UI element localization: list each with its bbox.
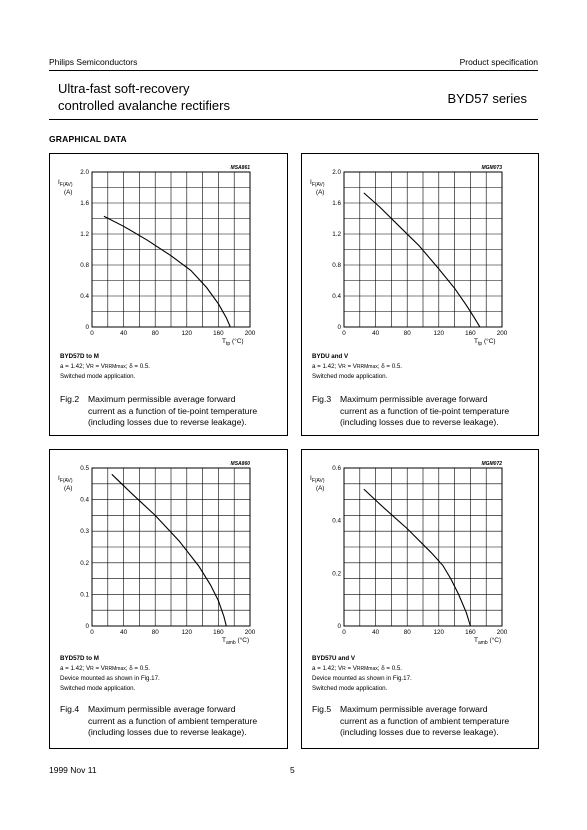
figure-number: Fig.2: [60, 394, 80, 404]
condition-text: = V: [345, 362, 357, 370]
y-tick-label: 0: [85, 623, 89, 630]
y-tick-label: 0.4: [80, 496, 89, 504]
condition-subscript: R: [342, 363, 346, 370]
figure-number: Fig.5: [312, 704, 332, 714]
condition-text: a = 1.42; V: [60, 362, 91, 370]
chart-grid: [92, 172, 250, 327]
condition-text: ; δ = 0.5.: [377, 664, 403, 672]
y-tick-label: 0: [85, 324, 89, 331]
caption-line: Maximum permissible average forward: [340, 394, 488, 404]
condition-text: = V: [93, 362, 105, 370]
figure-caption-text: [88, 394, 288, 429]
condition-note: Device mounted as shown in Fig.17.: [60, 675, 160, 682]
y-tick-label: 0.5: [80, 465, 89, 472]
condition-line: [312, 664, 412, 675]
device-range: BYDU and V: [312, 353, 349, 360]
y-tick-label: 0.4: [332, 293, 341, 300]
y-axis-label: [310, 475, 325, 484]
figure-caption-text: [340, 394, 540, 429]
title-line-1: Ultra-fast soft-recovery: [58, 81, 190, 96]
y-tick-label: 0: [337, 324, 341, 331]
chart-grid: [92, 468, 250, 626]
figure-caption-text: [340, 704, 540, 739]
condition-text: ; δ = 0.5.: [377, 362, 403, 370]
caption-line: current as a function of ambient temperature: [340, 715, 510, 726]
x-tick-label: 40: [120, 629, 128, 636]
y-axis-symbol: I: [310, 179, 312, 186]
condition-subscript: RRMmax: [104, 363, 126, 370]
y-tick-label: 1.6: [80, 200, 89, 207]
x-tick-label: 200: [244, 330, 256, 337]
y-tick-label: 2.0: [332, 169, 341, 176]
y-axis-unit: (A): [316, 189, 325, 196]
figure-conditions: [60, 654, 160, 693]
figure-caption: [312, 704, 537, 740]
x-axis-symbol: T: [474, 338, 478, 345]
y-tick-label: 1.6: [332, 200, 341, 207]
y-axis-symbol: I: [310, 475, 312, 482]
x-tick-label: 0: [90, 330, 94, 337]
condition-text: a = 1.42; V: [312, 664, 343, 672]
x-axis-unit: (°C): [230, 338, 244, 345]
document-title: [58, 80, 230, 114]
y-axis-symbol: I: [58, 475, 60, 482]
y-tick-label: 2.0: [80, 169, 89, 176]
x-axis-unit: (°C): [235, 637, 250, 644]
condition-text: ; δ = 0.5.: [125, 362, 151, 370]
x-tick-label: 40: [120, 330, 128, 337]
x-axis-subscript: amb: [225, 640, 236, 646]
x-tick-label: 160: [213, 629, 224, 636]
y-tick-label: 0.8: [332, 262, 341, 269]
x-axis-subscript: tp: [225, 341, 231, 347]
y-tick-label: 0.2: [332, 570, 341, 578]
device-range: BYD57U and V: [312, 655, 355, 662]
y-tick-label: 1.2: [80, 231, 89, 238]
chart-grid: [344, 468, 502, 626]
condition-note: Switched mode application.: [312, 373, 388, 380]
condition-text: ; δ = 0.5.: [125, 664, 151, 672]
y-axis-unit: (A): [64, 485, 73, 492]
condition-text: = V: [345, 664, 357, 672]
condition-line: [60, 664, 160, 675]
derating-curve: [112, 474, 227, 626]
x-axis-unit: (°C): [487, 637, 502, 644]
y-axis-unit: (A): [316, 485, 325, 492]
x-tick-label: 80: [403, 330, 411, 337]
x-tick-label: 120: [433, 330, 445, 337]
condition-text: = V: [93, 664, 105, 672]
x-tick-label: 160: [465, 330, 476, 337]
derating-curve: [364, 193, 480, 327]
company-name: Philips Semiconductors: [49, 57, 138, 67]
chart-svg: [50, 154, 287, 435]
device-range: BYD57D to M: [60, 655, 99, 662]
figure-conditions: [60, 352, 150, 382]
x-tick-label: 120: [181, 629, 193, 636]
y-axis-label: [58, 179, 73, 188]
x-axis-label: [474, 636, 501, 646]
derating-curve: [104, 216, 230, 327]
section-title: GRAPHICAL DATA: [49, 134, 127, 144]
x-tick-label: 40: [372, 629, 380, 636]
figure-number: Fig.3: [312, 394, 332, 404]
y-axis-symbol: I: [58, 179, 60, 186]
header-rule: [49, 70, 538, 71]
y-axis-subscript: F(AV): [311, 182, 325, 188]
footer-date: 1999 Nov 11: [49, 765, 97, 775]
caption-line: Maximum permissible average forward: [88, 394, 236, 404]
x-axis-subscript: amb: [477, 640, 488, 646]
x-axis-label: [222, 636, 249, 646]
figure-code: MSA860: [230, 461, 250, 467]
chart-svg: [302, 154, 538, 435]
device-range: BYD57D to M: [60, 353, 99, 360]
caption-line: current as a function of tie-point temperature: [88, 405, 258, 416]
figure-conditions: [312, 352, 402, 382]
condition-text: a = 1.42; V: [312, 362, 343, 370]
x-axis-label: [474, 337, 496, 347]
condition-note: Device mounted as shown in Fig.17.: [312, 675, 412, 682]
caption-line: (including losses due to reverse leakage).: [88, 727, 247, 737]
figure-caption: [60, 704, 285, 740]
x-tick-label: 0: [342, 629, 346, 636]
caption-line: (including losses due to reverse leakage).: [88, 417, 247, 427]
x-tick-label: 120: [181, 330, 193, 337]
x-tick-label: 80: [151, 330, 159, 337]
x-axis-symbol: T: [222, 637, 226, 644]
condition-note: Switched mode application.: [60, 684, 136, 692]
caption-line: (including losses due to reverse leakage).: [340, 727, 499, 737]
title-rule: [49, 119, 538, 120]
figure-code: MGM073: [481, 165, 502, 171]
figure-panel-5: [301, 449, 539, 749]
figure-caption-text: [88, 704, 288, 739]
figure-code: MGM072: [481, 461, 502, 467]
condition-subscript: R: [342, 665, 346, 672]
x-tick-label: 200: [244, 629, 256, 636]
x-tick-label: 80: [403, 629, 411, 636]
x-tick-label: 40: [372, 330, 380, 337]
y-axis-label: [58, 475, 73, 484]
caption-line: (including losses due to reverse leakage).: [340, 417, 499, 427]
x-axis-symbol: T: [474, 637, 478, 644]
document-type: Product specification: [459, 57, 538, 67]
figure-code: MSA861: [230, 165, 250, 171]
figure-panel-2: [49, 153, 288, 436]
y-tick-label: 0.3: [80, 528, 89, 536]
condition-subscript: R: [90, 363, 94, 370]
x-tick-label: 0: [90, 629, 94, 636]
caption-line: current as a function of tie-point temperature: [340, 405, 510, 416]
figure-conditions: [312, 654, 412, 693]
figure-panel-4: [49, 449, 288, 749]
x-tick-label: 200: [496, 330, 508, 337]
x-axis-subscript: tp: [477, 341, 483, 347]
x-tick-label: 80: [151, 629, 159, 636]
condition-note: Switched mode application.: [60, 373, 136, 380]
caption-line: Maximum permissible average forward: [340, 704, 488, 714]
y-tick-label: 0.4: [80, 293, 89, 300]
condition-subscript: RRMmax: [104, 665, 126, 672]
condition-subscript: RRMmax: [356, 665, 378, 672]
x-tick-label: 0: [342, 330, 346, 337]
condition-note: Switched mode application.: [312, 684, 388, 692]
x-axis-unit: (°C): [482, 338, 496, 345]
condition-line: [60, 362, 150, 373]
y-tick-label: 1.2: [332, 231, 341, 238]
condition-subscript: RRMmax: [356, 363, 378, 370]
x-axis-symbol: T: [222, 338, 226, 345]
x-tick-label: 160: [465, 629, 476, 636]
figure-panel-3: [301, 153, 539, 436]
y-tick-label: 0.4: [332, 517, 341, 525]
figure-caption: [312, 394, 537, 430]
condition-subscript: R: [90, 665, 94, 672]
y-axis-subscript: F(AV): [59, 182, 73, 188]
y-axis-label: [310, 179, 325, 188]
title-line-2: controlled avalanche rectifiers: [58, 98, 230, 113]
y-tick-label: 0.1: [80, 591, 89, 599]
y-axis-subscript: F(AV): [59, 478, 73, 484]
page-number: 5: [290, 765, 295, 775]
x-tick-label: 200: [496, 629, 508, 636]
y-axis-unit: (A): [64, 189, 73, 196]
y-tick-label: 0.2: [80, 559, 89, 567]
y-tick-label: 0.8: [80, 262, 89, 269]
y-tick-label: 0.6: [332, 465, 341, 472]
y-axis-subscript: F(AV): [311, 478, 325, 484]
series-name: BYD57 series: [447, 91, 527, 106]
caption-line: current as a function of ambient temperature: [88, 715, 258, 726]
figure-number: Fig.4: [60, 704, 80, 714]
condition-text: a = 1.42; V: [60, 664, 91, 672]
figure-caption: [60, 394, 285, 430]
x-tick-label: 120: [433, 629, 445, 636]
caption-line: Maximum permissible average forward: [88, 704, 236, 714]
y-tick-label: 0: [337, 623, 341, 630]
x-axis-label: [222, 337, 244, 347]
condition-line: [312, 362, 402, 373]
x-tick-label: 160: [213, 330, 224, 337]
